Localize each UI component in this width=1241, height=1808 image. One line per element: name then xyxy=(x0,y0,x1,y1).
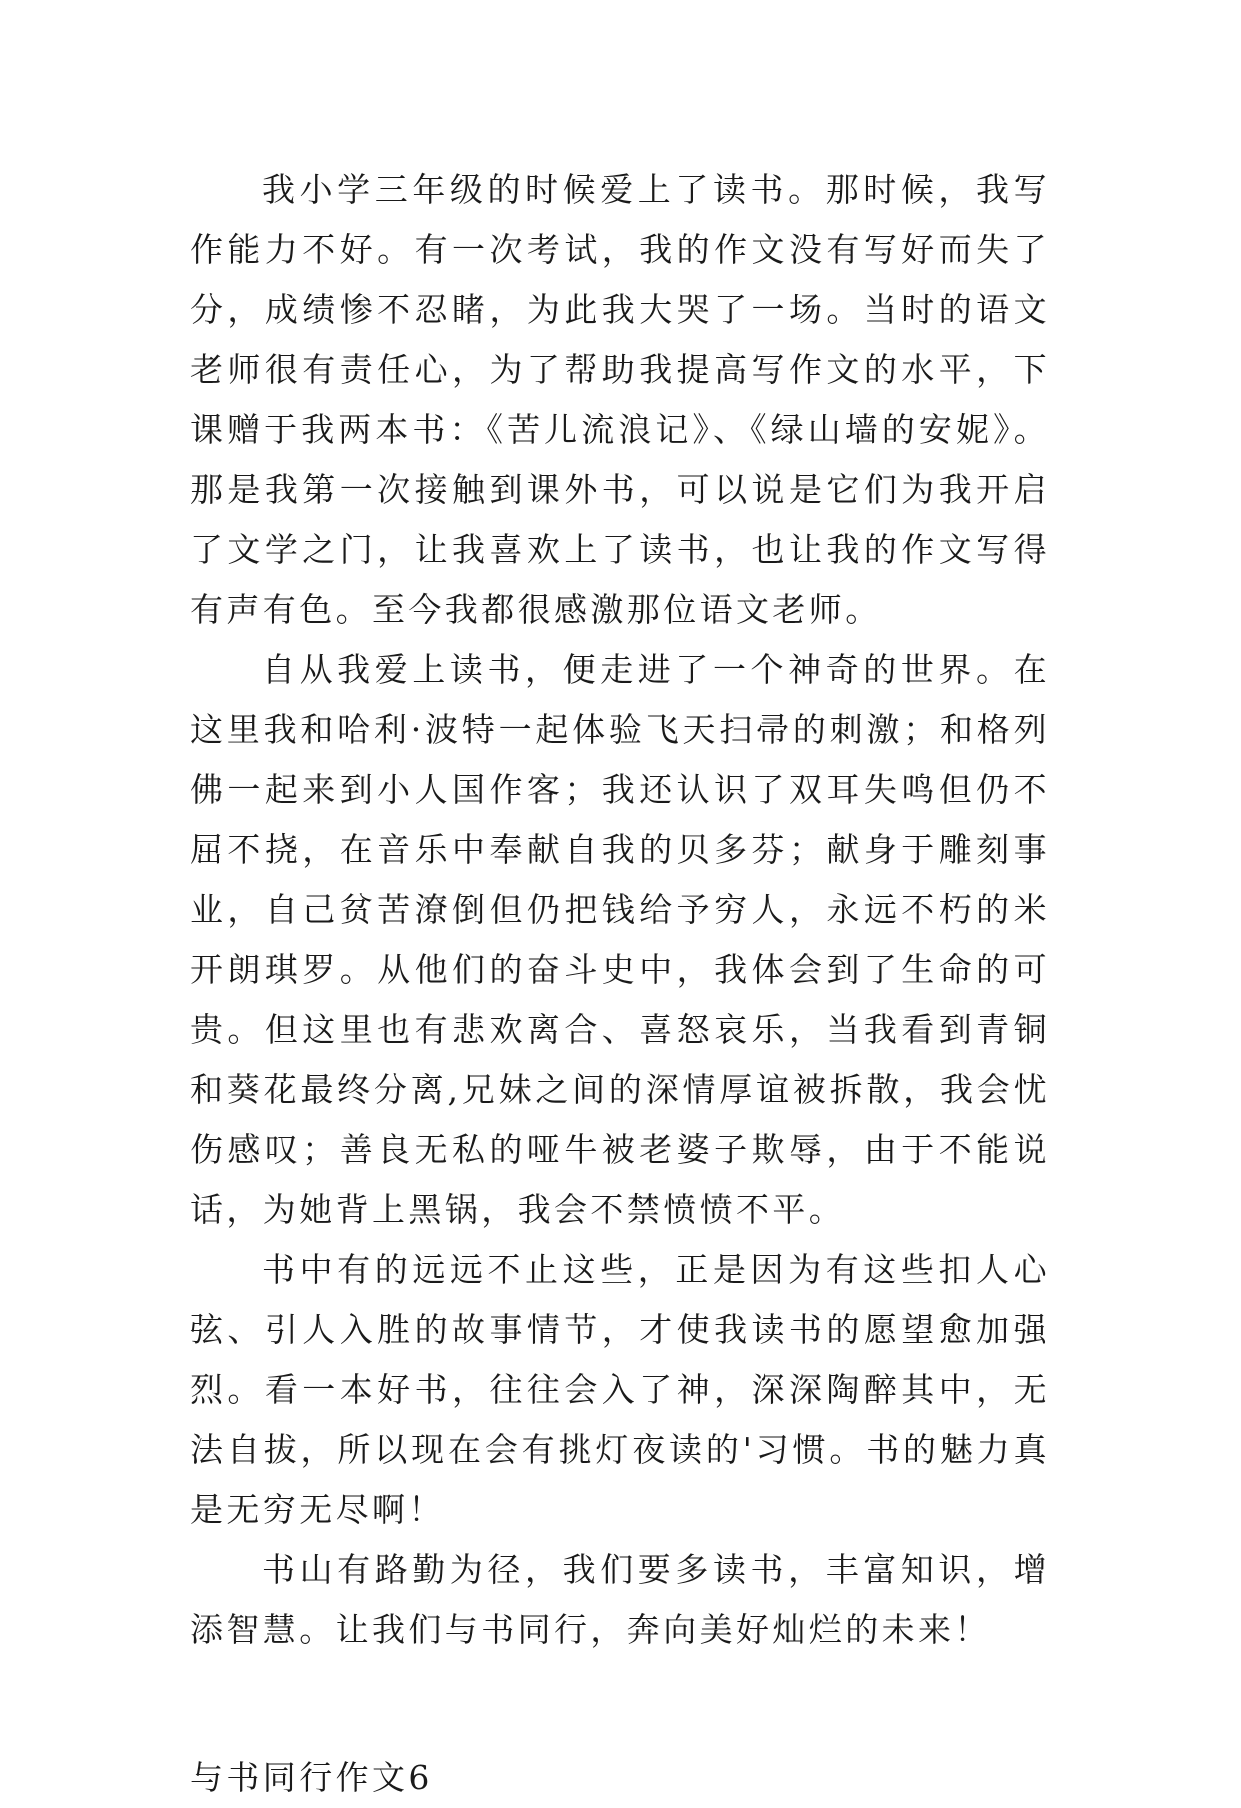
paragraph-1: 我小学三年级的时候爱上了读书。那时候，我写作能力不好。有一次考试，我的作文没有写好而失了分，成绩惨不忍睹，为此我大哭了一场。当时的语文老师很有责任心，为了帮助我提高写作文的水平，下课赠于我两本书：《苦儿流浪记》、《绿山墙的安妮》。那是我第一次接触到课外书，可以说是它们为我开启了文学之门，让我喜欢上了读书，也让我的作文写得有声有色。至今我都很感激那位语文老师。 xyxy=(190,170,1050,629)
section-heading: 与书同行作文6 xyxy=(190,1758,433,1797)
document-body xyxy=(190,160,1050,1808)
paragraph-2: 自从我爱上读书，便走进了一个神奇的世界。在这里我和哈利·波特一起体验飞天扫帚的刺激；和格列佛一起来到小人国作客；我还认识了双耳失鸣但仍不屈不挠，在音乐中奉献自我的贝多芬；献身于雕刻事业，自己贫苦潦倒但仍把钱给予穷人，永远不朽的米开朗琪罗。从他们的奋斗史中，我体会到了生命的可贵。但这里也有悲欢离合、喜怒哀乐，当我看到青铜和葵花最终分离,兄妹之间的深情厚谊被拆散，我会忧伤感叹；善良无私的哑牛被老婆子欺辱，由于不能说话，为她背上黑锅，我会不禁愤愤不平。 xyxy=(190,650,1050,1229)
paragraph-3: 书中有的远远不止这些，正是因为有这些扣人心弦、引人入胜的故事情节，才使我读书的愿望愈加强烈。看一本好书，往往会入了神，深深陶醉其中，无法自拔，所以现在会有挑灯夜读的'习惯。书的魅力真是无穷无尽啊！ xyxy=(190,1250,1050,1529)
paragraph-4: 书山有路勤为径，我们要多读书，丰富知识，增添智慧。让我们与书同行，奔向美好灿烂的未来！ xyxy=(190,1550,1050,1649)
